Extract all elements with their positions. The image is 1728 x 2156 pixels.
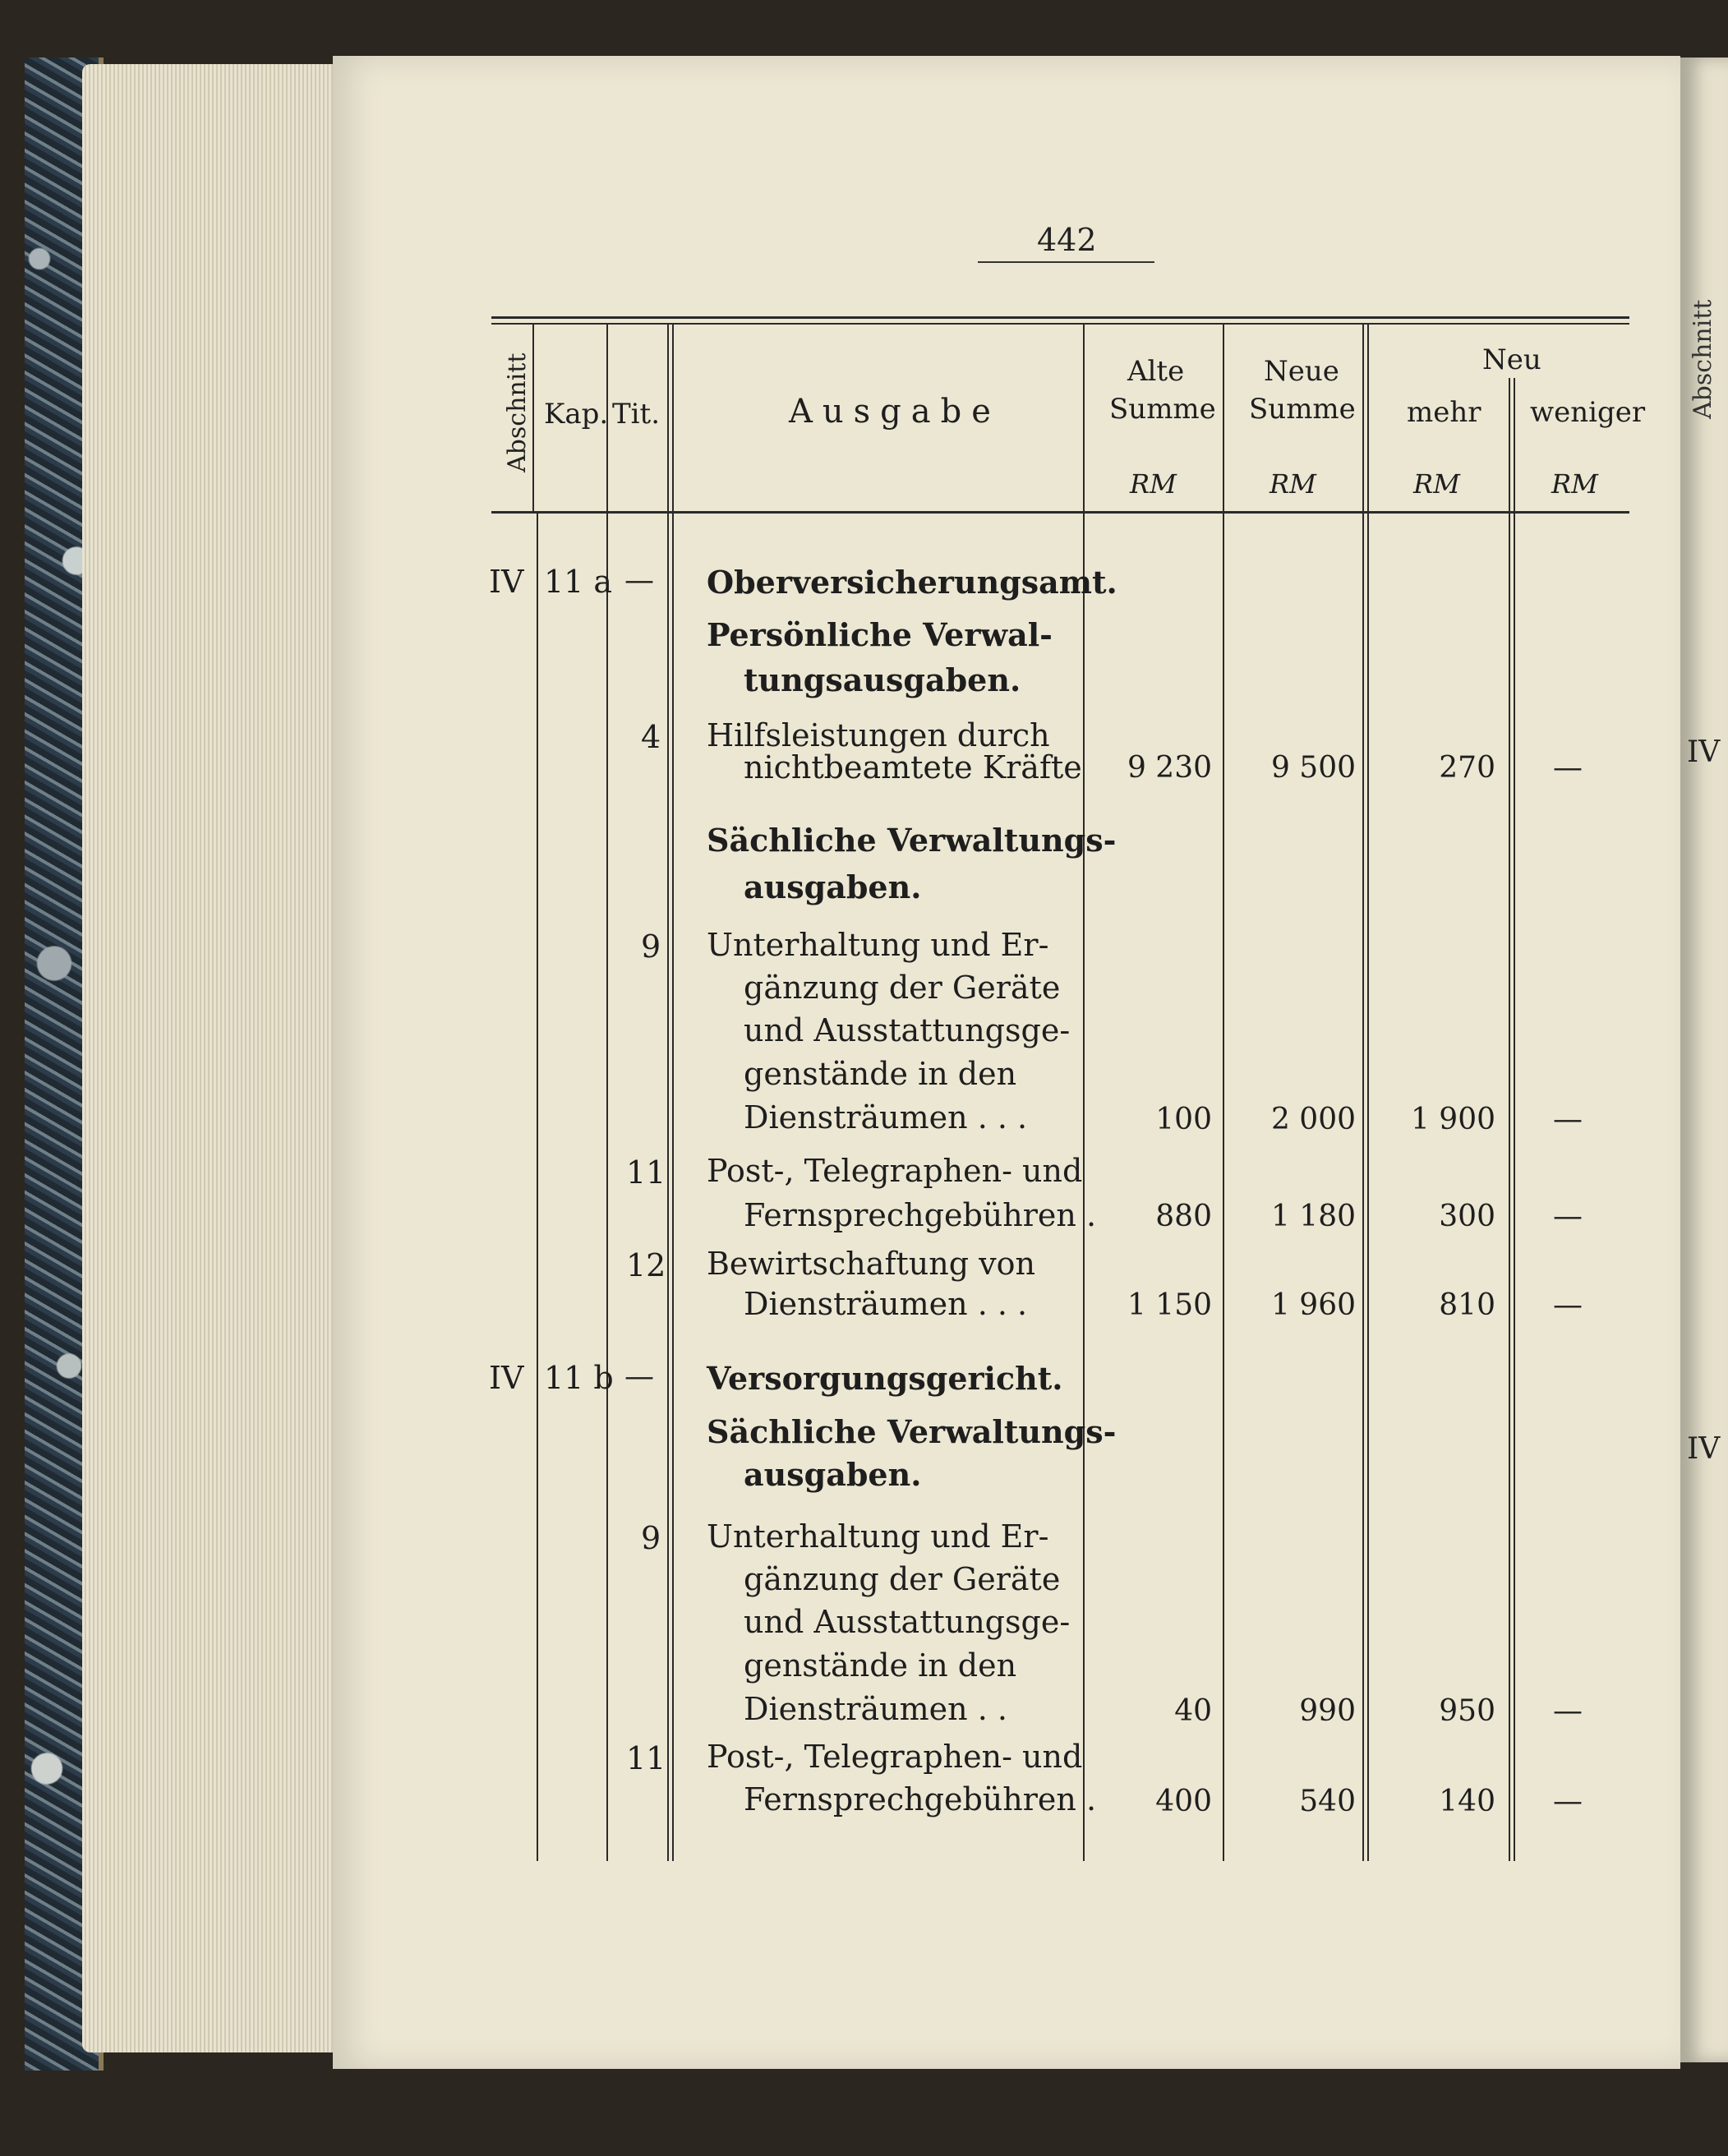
header-unit-weniger: RM [1551,468,1598,500]
row-tit: 11 [626,1154,666,1191]
page-number-rule [978,261,1154,263]
col-divider-mehr-b [1514,378,1515,1861]
section-heading: Versorgungsgericht. [707,1360,1063,1397]
row-alte-summe: 100 [1155,1103,1212,1136]
row-abschnitt: IV [489,564,524,600]
header-unit-mehr: RM [1413,468,1460,500]
row-kap: 11 b [544,1360,614,1396]
row-text-cont: Fernsprechgebühren . [744,1197,1097,1233]
table-top-rule [491,316,1629,319]
col-divider-ausgabe [1083,325,1085,1861]
row-tit: — [624,564,654,597]
row-alte-summe: 400 [1155,1785,1212,1818]
row-neue-summe: 2 000 [1270,1103,1356,1136]
col-divider-tit-b [672,325,674,1861]
subsection-heading-cont: ausgaben. [744,1456,922,1493]
header-alte-2: Summe [1109,393,1216,426]
row-tit: 11 [626,1740,666,1776]
row-mehr: 1 900 [1410,1103,1495,1136]
facing-page-abschnitt-label: Abschnitt [1689,299,1717,419]
row-tit: — [624,1360,654,1394]
row-mehr: 810 [1439,1288,1495,1322]
col-divider-kap [606,325,608,1861]
table-top-rule-2 [491,323,1629,325]
row-text-cont: Diensträumen . . . [744,1286,1028,1322]
row-weniger: — [1553,1694,1583,1728]
row-text-cont: genstände in den [744,1056,1017,1092]
row-mehr: 270 [1439,751,1495,785]
row-text-cont: gänzung der Geräte [744,1561,1061,1597]
header-mehr: mehr [1407,396,1481,429]
row-neue-summe: 9 500 [1270,751,1356,785]
row-alte-summe: 1 150 [1127,1288,1212,1322]
col-divider-abschnitt-body [537,514,538,1861]
header-bottom-rule [491,511,1629,514]
subsection-heading-cont: ausgaben. [744,868,922,905]
row-mehr: 300 [1439,1200,1495,1233]
col-divider-tit-a [667,325,669,1861]
header-alte-1: Alte [1127,355,1185,388]
row-text: Bewirtschaftung von [707,1246,1035,1282]
col-divider-mehr-a [1509,378,1510,1861]
row-text-cont: Diensträumen . . . [744,1099,1028,1136]
col-divider-neue-a [1362,325,1364,1861]
header-abschnitt: Abschnitt [503,352,532,472]
row-text-cont: Fernsprechgebühren . [744,1781,1097,1817]
subsection-heading: Sächliche Verwaltungs- [707,822,1117,859]
row-neue-summe: 540 [1299,1785,1356,1818]
row-weniger: — [1553,751,1583,785]
facing-page-iv-1: IV [1687,735,1721,769]
header-unit-alte: RM [1130,468,1177,500]
subsection-heading: Persönliche Verwal- [707,616,1053,653]
facing-page-iv-2: IV [1687,1432,1721,1466]
row-tit: 4 [641,719,661,755]
row-text-cont: Diensträumen . . [744,1691,1007,1727]
row-text: Unterhaltung und Er- [707,1518,1049,1555]
row-weniger: — [1553,1288,1583,1322]
row-neue-summe: 1 180 [1270,1200,1356,1233]
row-text-cont: gänzung der Geräte [744,970,1061,1006]
row-abschnitt: IV [489,1360,524,1396]
col-divider-abschnitt [532,325,534,511]
row-mehr: 140 [1439,1785,1495,1818]
row-text: Post-, Telegraphen- und [707,1739,1083,1775]
row-text-cont: und Ausstattungsge- [744,1012,1071,1048]
row-alte-summe: 40 [1174,1694,1212,1728]
row-text-cont: genstände in den [744,1647,1017,1684]
header-tit: Tit. [612,398,661,431]
facing-page [1680,58,1728,2062]
col-divider-neue-b [1367,325,1369,1861]
row-text-cont: und Ausstattungsge- [744,1604,1071,1640]
row-tit: 9 [641,1520,661,1556]
header-ausgabe: Ausgabe [789,393,1001,431]
row-text-cont: nichtbeamtete Kräfte [744,749,1082,785]
header-kap: Kap. [544,398,609,431]
row-text: Hilfsleistungen durch [707,717,1050,753]
col-divider-alte [1223,325,1224,1861]
row-weniger: — [1553,1103,1583,1136]
header-unit-neue: RM [1270,468,1316,500]
subsection-heading-cont: tungsausgaben. [744,661,1021,698]
page-number: 442 [1037,222,1097,258]
header-neue-1: Neue [1264,355,1339,388]
section-heading: Oberversicherungsamt. [707,564,1117,601]
row-neue-summe: 990 [1299,1694,1356,1728]
header-weniger: weniger [1530,396,1646,429]
row-weniger: — [1553,1200,1583,1233]
header-neue-2: Summe [1249,393,1356,426]
row-tit: 9 [641,928,661,965]
row-alte-summe: 880 [1155,1200,1212,1233]
row-alte-summe: 9 230 [1127,751,1212,785]
header-neu: Neu [1482,343,1541,376]
row-mehr: 950 [1439,1694,1495,1728]
row-text: Post-, Telegraphen- und [707,1153,1083,1189]
book-page-stack [82,64,337,2052]
subsection-heading: Sächliche Verwaltungs- [707,1413,1117,1450]
row-weniger: — [1553,1785,1583,1818]
row-text: Unterhaltung und Er- [707,927,1049,963]
row-neue-summe: 1 960 [1270,1288,1356,1322]
row-tit: 12 [626,1247,666,1283]
row-kap: 11 a [544,564,613,600]
